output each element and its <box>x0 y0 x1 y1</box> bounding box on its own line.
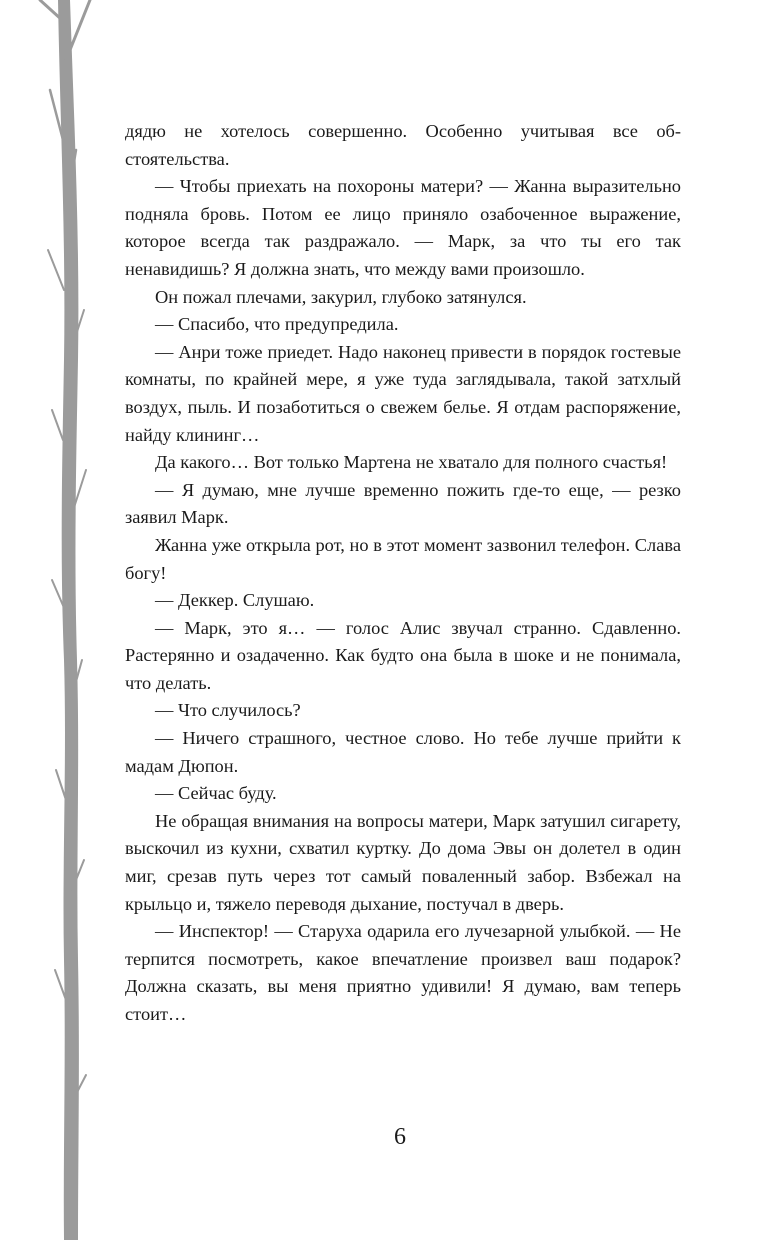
paragraph: Да какого… Вот только Мартена не хватало для полного счастья! <box>155 452 668 473</box>
paragraph: — Чтобы приехать на похороны матери? — Жанна выразительно подняла бровь. Потом ее лицо приняло озабоченное выражение, которое всегда так раздражало. — Марк, за что ты его так ненавидишь? Я должна знать, что между вами произошло. <box>125 176 681 279</box>
paragraph: — Инспектор! — Старуха одарила его лучезарной улыбкой. — Не терпится посмотреть, какое впечатление произвел ваш подарок? Должна сказать, вы меня приятно удивили! Я думаю, вам теперь стоит… <box>125 921 681 1024</box>
paragraph: дядю не хотелось совершенно. Особенно учитывая все обстоятельства. <box>125 121 681 169</box>
paragraph: — Спасибо, что предупредила. <box>155 314 399 335</box>
paragraph: — Анри тоже приедет. Надо наконец привести в порядок гостевые комнаты, по крайней мере, я уже туда заглядывала, такой затхлый воздух, пыль. И позаботиться о свежем белье. Я отдам распоряжение, найду клининг… <box>125 341 681 445</box>
tree-illustration <box>0 0 110 1240</box>
paragraph: — Сейчас буду. <box>155 783 277 804</box>
paragraph: Жанна уже открыла рот, но в этот момент зазвонил телефон. Слава богу! <box>125 534 681 583</box>
paragraph: Он пожал плечами, закурил, глубоко затянулся. <box>155 286 527 307</box>
paragraph: — Я думаю, мне лучше временно пожить где-то еще, — резко заявил Марк. <box>125 479 681 528</box>
paragraph: — Деккер. Слушаю. <box>155 590 315 611</box>
page-number: 6 <box>394 1124 406 1150</box>
paragraph: Не обращая внимания на вопросы матери, Марк затушил сигарету, выскочил из кухни, схватил куртку. До дома Эвы он долетел в один миг, срезав путь через тот самый поваленный забор. Взбежал на крыльцо и, тяжело переводя дыхание, постучал в дверь. <box>125 810 681 914</box>
paragraph: — Марк, это я… — голос Алис звучал странно. Сдавленно. Растерянно и озадаченно. Как будто она была в шоке и не понимала, что делать. <box>125 617 681 693</box>
paragraph: — Ничего страшного, честное слово. Но тебе лучше прийти к мадам Дюпон. <box>125 728 681 776</box>
book-text <box>125 118 681 1029</box>
paragraph: — Что случилось? <box>155 700 301 721</box>
